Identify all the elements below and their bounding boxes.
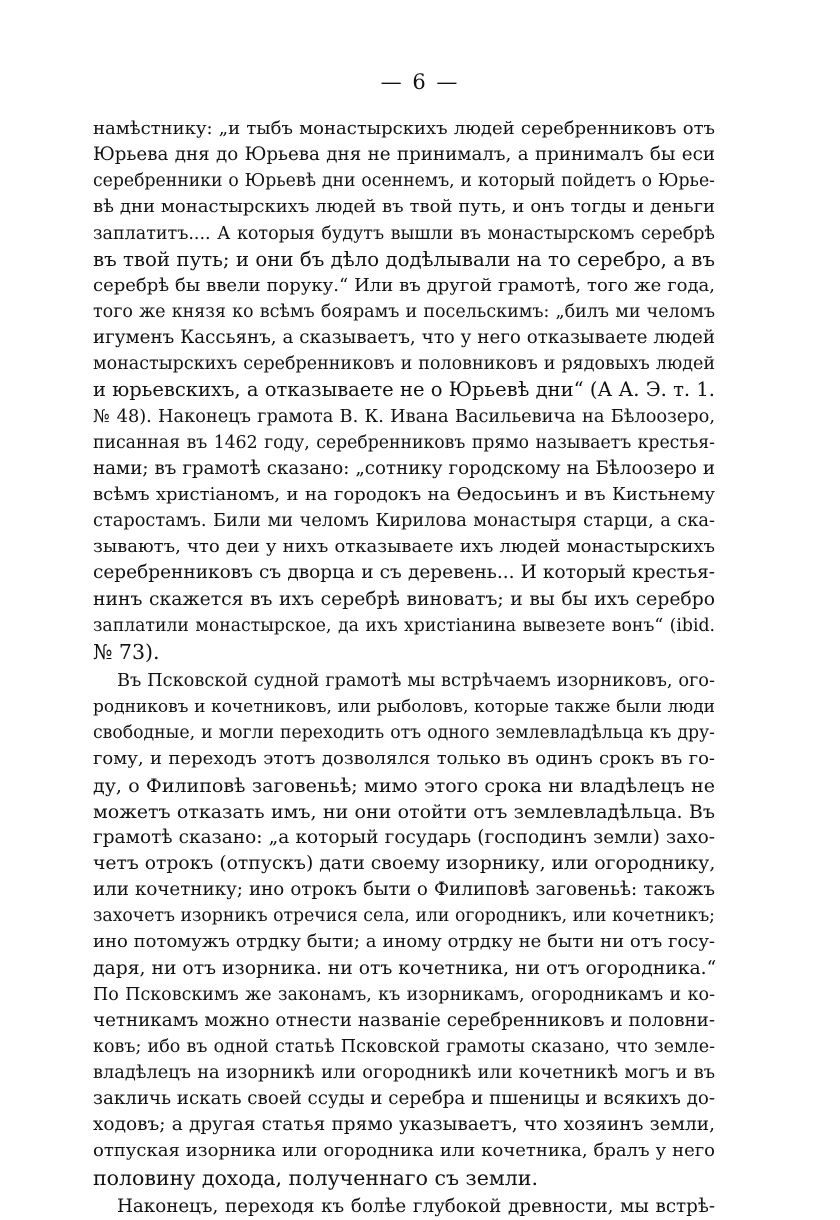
text-line: зываютъ, что деи у нихъ отказываете ихъ людей монастырскихъ <box>93 536 715 558</box>
text-line: серебренники о Юрьевѣ дни осеннемъ, и который пойдетъ о Юрье- <box>93 171 715 192</box>
text-line: заплатитъ.... А которыя будутъ вышли въ монастырскомъ серебрѣ <box>93 223 715 244</box>
text-line: того же князя ко всѣмъ боярамъ и посельскимъ: „билъ ми челомъ <box>93 301 715 322</box>
text-line: вѣ дни монастырскихъ людей въ твой путь, и онъ тогды и деньги <box>93 196 715 218</box>
text-line: игуменъ Кассьянъ, а сказываетъ, что у него отказываете людей <box>93 327 715 349</box>
text-line: старостамъ. Били ми челомъ Кирилова монастыря старци, а ска- <box>93 511 715 532</box>
text-line: четъ отрокъ (отпускъ) дати своему изорнику, или огороднику, <box>93 852 716 874</box>
text-line: въ твой путь; и они бъ дѣло додѣлывали на то серебро, а въ <box>93 247 715 271</box>
text-line: Наконецъ, переходя къ болѣе глубокой древности, мы встрѣ- <box>117 1195 715 1217</box>
page-number: — 6 — <box>380 70 460 94</box>
text-line: или кочетнику; ино отрокъ быти о Филиповѣ заговеньѣ: такожъ <box>93 879 715 901</box>
text-line: ду, о Филиповѣ заговеньѣ; мимо этого срока ни владѣлецъ не <box>93 774 715 797</box>
text-line: грамотѣ сказано: „а который государь (господинъ земли) захо- <box>93 826 715 848</box>
text-line: даря, ни отъ изорника. ни отъ кочетника, ни отъ огородника.“ <box>93 957 717 979</box>
text-line: ходовъ; а другая статья прямо указываетъ, что хозяинъ земли, <box>93 1114 715 1136</box>
text-line: нинъ скажется въ ихъ серебрѣ виноватъ; и вы бы ихъ серебро <box>93 588 715 610</box>
text-line: закличь искать своей ссуды и серебра и пшеницы и всякихъ до- <box>93 1088 716 1110</box>
text-line: Юрьева дня до Юрьева дня не принималъ, а принималъ бы еси <box>93 144 715 166</box>
text-line: серебренниковъ съ дворца и съ деревень... И который крестья- <box>93 562 715 584</box>
text-line: свободные, и могли переходить отъ одного землевладѣльца къ дру- <box>93 723 715 744</box>
text-line: ино потомужъ отрдку быти; а иному отрдку не быти ни отъ госу- <box>93 931 715 953</box>
text-line: отпуская изорника или огородника или кочетника, бралъ у него <box>93 1140 715 1162</box>
text-line: захочетъ изорникъ отречися села, или огородникъ, или кочетникъ; <box>93 906 715 927</box>
text-line: серебрѣ бы ввели поруку.“ Или въ другой грамотѣ, того же года, <box>93 274 715 296</box>
text-line: намѣстнику: „и тыбъ монастырскихъ людей серебренниковъ отъ <box>93 118 715 139</box>
text-line: ковъ; ибо въ одной статьѣ Псковской грамоты сказано, что земле- <box>93 1036 715 1057</box>
paragraph-3 <box>93 1194 715 1220</box>
paragraph-2 <box>93 668 715 1191</box>
text-line: По Псковскимъ же законамъ, къ изорникамъ, огородникамъ и ко- <box>93 984 715 1005</box>
text-line: гому, и переходъ этотъ дозволялся только въ одинъ срокъ въ го- <box>93 748 715 770</box>
text-line: № 48). Наконецъ грамота В. К. Ивана Васильевича на Бѣлоозеро, <box>93 406 715 427</box>
text-line: можетъ отказать имъ, ни они отойти отъ землевладѣльца. Въ <box>93 800 715 823</box>
text-line: половину дохода, полученнаго съ земли. <box>93 1165 538 1190</box>
text-line: и юрьевскихъ, а отказываете не о Юрьевѣ дни“ (А А. Э. т. 1. <box>93 378 715 402</box>
text-line: владѣлецъ на изорникѣ или огородникѣ или кочетникѣ могъ и въ <box>93 1063 715 1084</box>
text-line: заплатили монастырское, да ихъ христіанина вывезете вонъ“ (ibid. <box>93 615 715 636</box>
text-line: монастырскихъ серебренниковъ и половниковъ и рядовыхъ людей <box>93 354 715 375</box>
text-line: писанная въ 1462 году, серебренниковъ прямо называетъ крестья- <box>93 432 715 453</box>
text-line: Въ Псковской судной грамотѣ мы встрѣчаемъ изорниковъ, ого- <box>117 670 715 691</box>
text-line: четникамъ можно отнести названіе серебренниковъ и половни- <box>93 1009 715 1031</box>
text-body <box>93 116 715 1220</box>
text-line: всѣмъ христіаномъ, и на городокъ на Ѳедосьинъ и въ Кистьнему <box>93 483 715 505</box>
text-line: нами; въ грамотѣ сказано: „сотнику городскому на Бѣлоозеро и <box>93 457 715 479</box>
paragraph-1 <box>93 116 715 665</box>
text-line: родниковъ и кочетниковъ, или рыболовъ, которые также были люди <box>93 697 715 718</box>
text-line: № 73). <box>93 639 160 664</box>
